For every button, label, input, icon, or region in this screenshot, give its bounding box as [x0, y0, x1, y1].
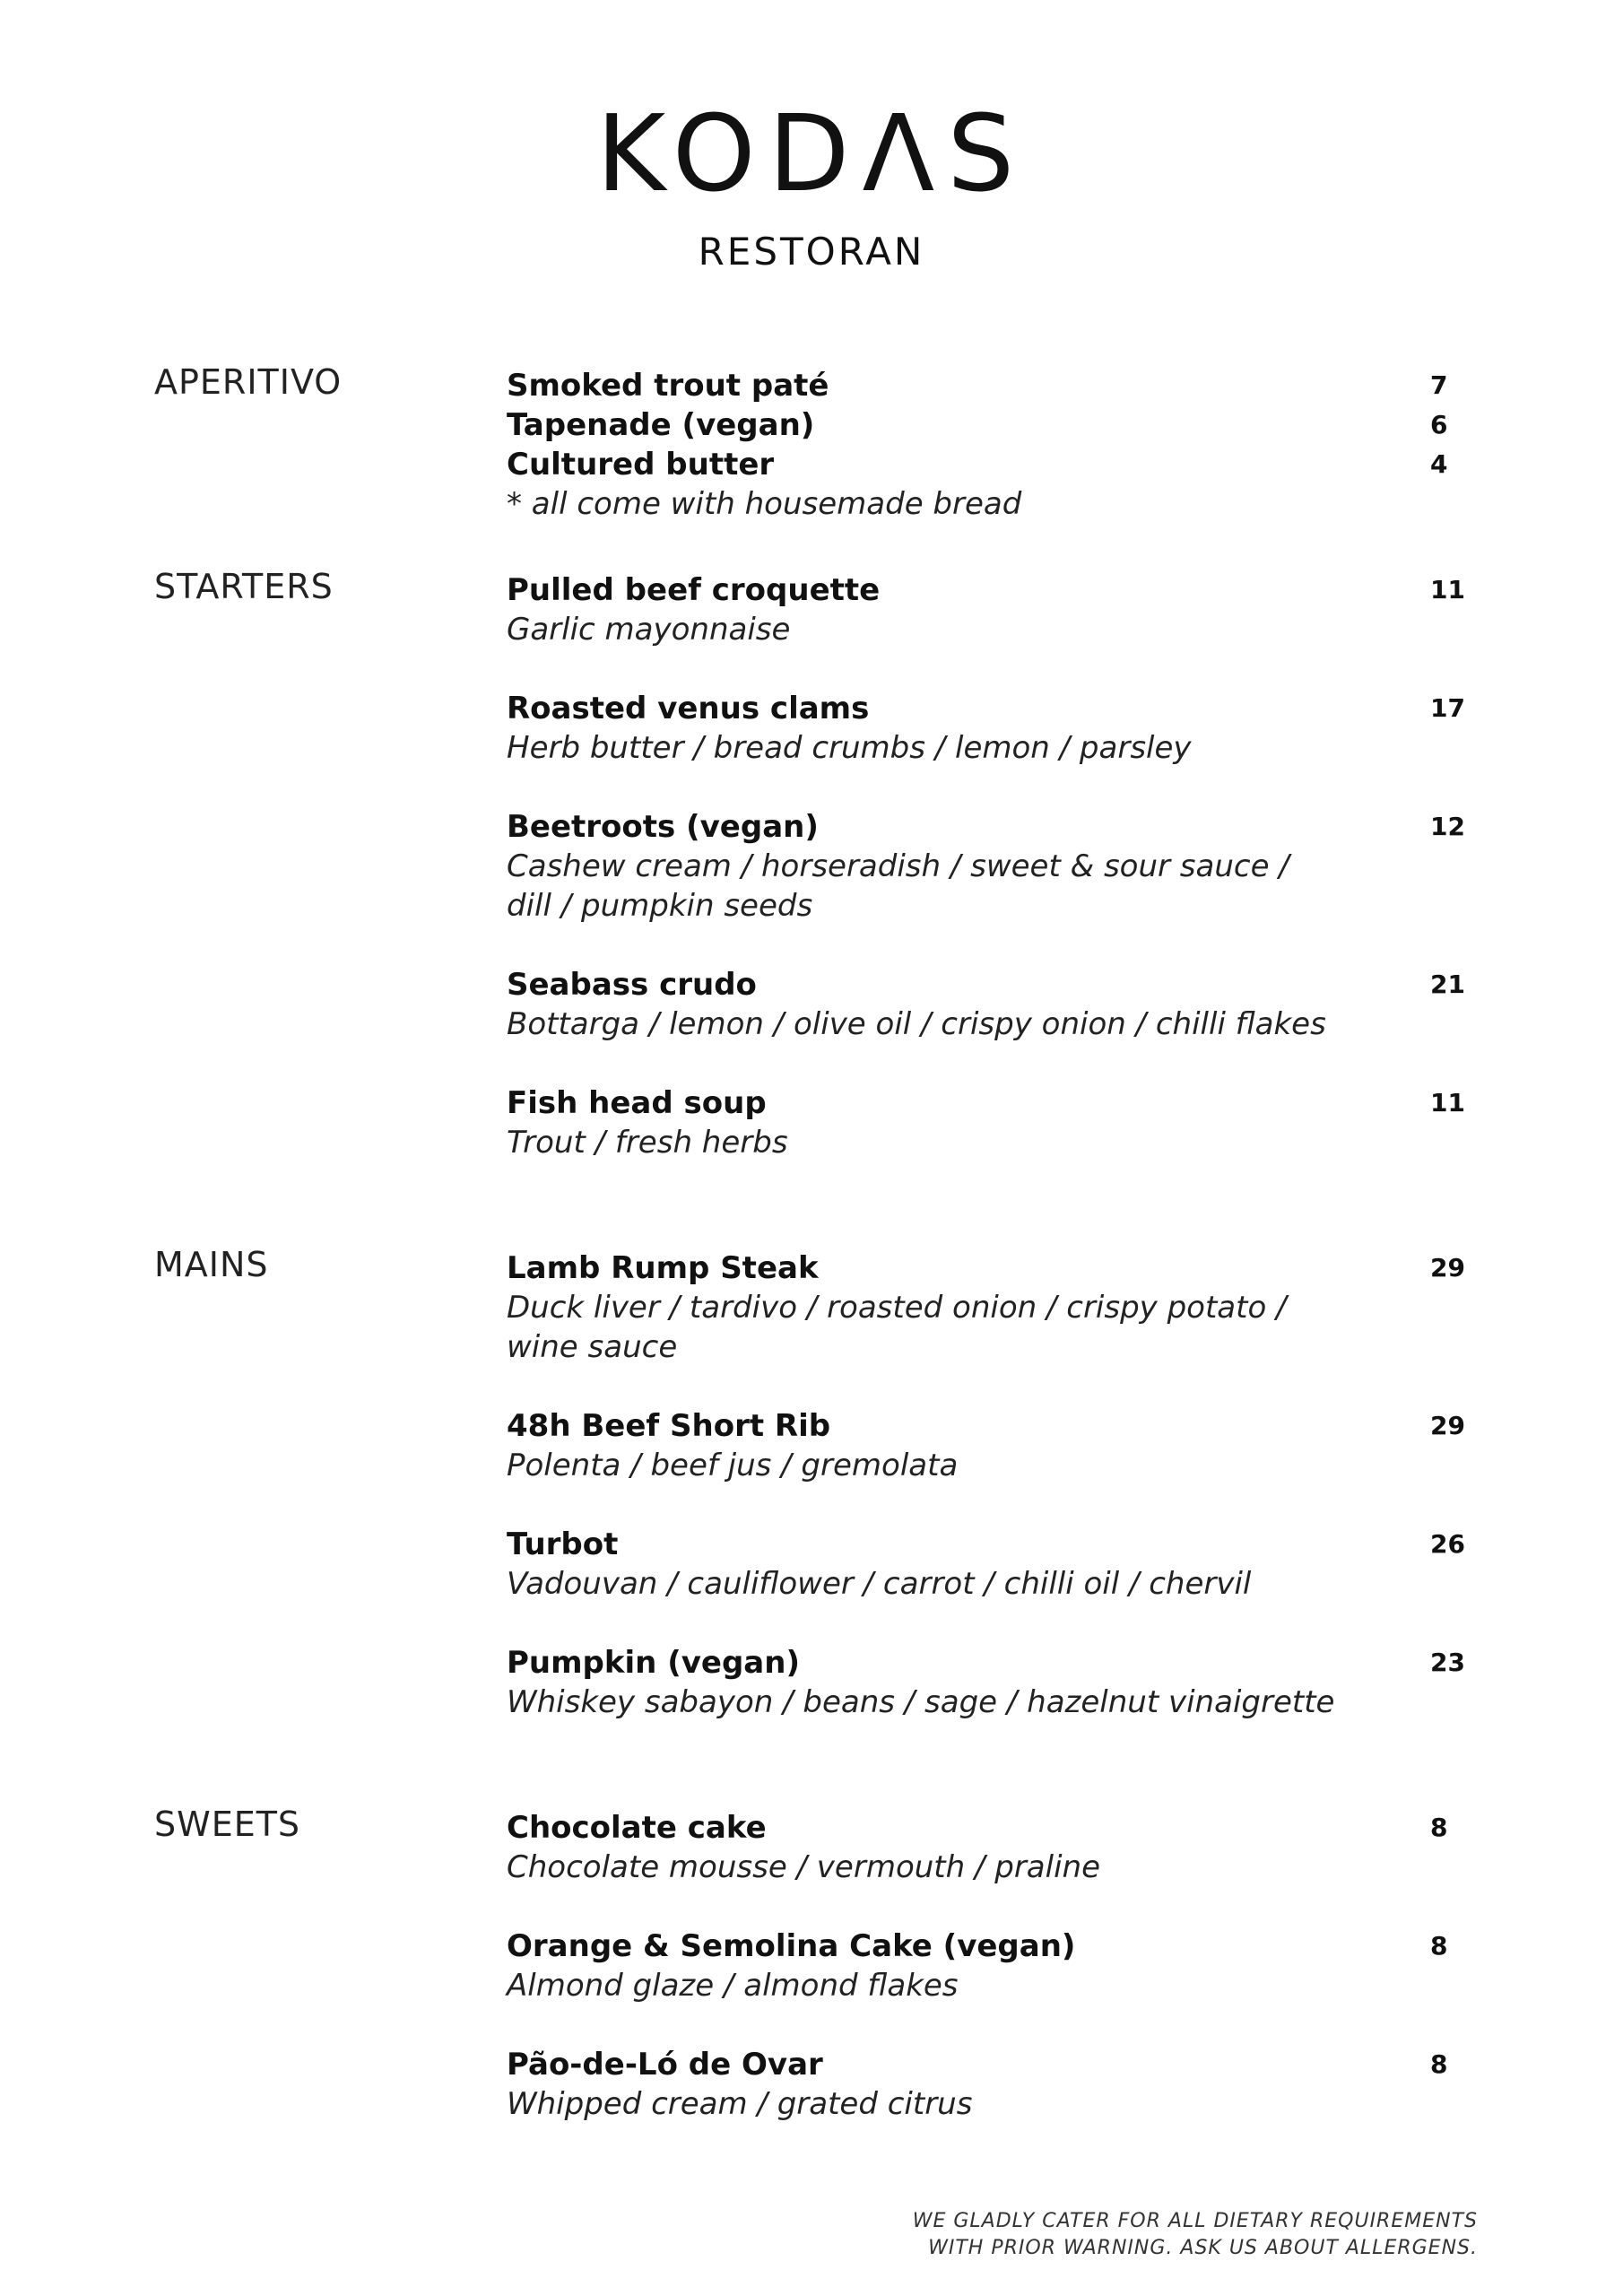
item-description: Whiskey sabayon / beans / sage / hazelnut vinaigrette — [507, 1684, 1335, 1720]
allergen-notice — [913, 2208, 1478, 2262]
section-label-starters: STARTERS — [154, 567, 334, 606]
item-description: Cashew cream / horseradish / sweet & sour sauce / — [507, 848, 1289, 884]
item-price: 6 — [1430, 410, 1448, 439]
item-name: Orange & Semolina Cake (vegan) — [507, 1928, 1076, 1964]
restaurant-header — [0, 91, 1623, 274]
menu-item — [507, 2045, 1475, 2124]
menu-item — [507, 1406, 1475, 1485]
item-description: Chocolate mousse / vermouth / praline — [507, 1849, 1101, 1885]
item-price: 17 — [1430, 693, 1465, 723]
item-description: Duck liver / tardivo / roasted onion / crispy potato / — [507, 1290, 1287, 1326]
item-description-continued: wine sauce — [507, 1329, 678, 1365]
item-name: Chocolate cake — [507, 1810, 767, 1846]
item-description: Almond glaze / almond flakes — [507, 1968, 959, 2004]
item-price: 8 — [1430, 1813, 1448, 1842]
item-price: 11 — [1430, 575, 1465, 604]
item-price: 29 — [1430, 1253, 1465, 1283]
item-name: Lamb Rump Steak — [507, 1250, 819, 1286]
item-name: Turbot — [507, 1526, 619, 1562]
item-price: 11 — [1430, 1088, 1465, 1118]
item-name: Pão-de-Ló de Ovar — [507, 2047, 823, 2083]
menu-item — [507, 689, 1475, 768]
allergen-notice-line-2: WITH PRIOR WARNING. ASK US ABOUT ALLERGENS. — [928, 2237, 1478, 2259]
section-label-aperitivo: APERITIVO — [154, 362, 343, 402]
item-description: Herb butter / bread crumbs / lemon / parsley — [507, 730, 1192, 766]
menu-item — [507, 445, 1475, 484]
item-name: Beetroots (vegan) — [507, 809, 819, 845]
item-price: 23 — [1430, 1648, 1465, 1677]
item-note: * all come with housemade bread — [507, 486, 1022, 522]
item-name: Pulled beef croquette — [507, 572, 881, 608]
item-description: Polenta / beef jus / gremolata — [507, 1448, 959, 1483]
item-name: 48h Beef Short Rib — [507, 1408, 831, 1444]
item-price: 26 — [1430, 1529, 1465, 1559]
menu-item — [507, 965, 1475, 1044]
menu-item — [507, 807, 1475, 926]
menu-item — [507, 1083, 1475, 1162]
item-name: Tapenade (vegan) — [507, 407, 815, 443]
menu-item — [507, 1808, 1475, 1887]
item-price: 8 — [1430, 1931, 1448, 1961]
menu-item — [507, 405, 1475, 445]
item-name: Pumpkin (vegan) — [507, 1645, 800, 1681]
item-price: 21 — [1430, 970, 1465, 999]
item-price: 12 — [1430, 812, 1465, 841]
menu-item — [507, 1525, 1475, 1604]
item-description: Garlic mayonnaise — [507, 612, 791, 648]
item-description: Vadouvan / cauliflower / carrot / chilli oil / chervil — [507, 1566, 1252, 1602]
item-name: Fish head soup — [507, 1085, 767, 1121]
restaurant-subtitle: RESTORAN — [698, 230, 925, 274]
item-description: Trout / fresh herbs — [507, 1125, 788, 1161]
item-name: Smoked trout paté — [507, 368, 829, 404]
restaurant-logo: KODΛS — [595, 91, 1028, 215]
item-name: Cultured butter — [507, 447, 775, 483]
item-price: 29 — [1430, 1411, 1465, 1440]
item-description: Whipped cream / grated citrus — [507, 2086, 973, 2122]
item-price: 7 — [1430, 370, 1448, 400]
aperitivo-note — [507, 484, 1475, 524]
item-description-continued: dill / pumpkin seeds — [507, 888, 813, 924]
item-price: 8 — [1430, 2049, 1448, 2079]
menu-item — [507, 1248, 1475, 1367]
menu-item — [507, 366, 1475, 405]
item-name: Seabass crudo — [507, 967, 757, 1003]
menu-item — [507, 570, 1475, 649]
section-label-mains: MAINS — [154, 1245, 269, 1284]
item-description: Bottarga / lemon / olive oil / crispy onion / chilli flakes — [507, 1006, 1326, 1042]
item-name: Roasted venus clams — [507, 691, 870, 726]
item-price: 4 — [1430, 449, 1448, 479]
allergen-notice-line-1: WE GLADLY CATER FOR ALL DIETARY REQUIREMENTS — [912, 2210, 1478, 2232]
section-label-sweets: SWEETS — [154, 1805, 301, 1844]
menu-item — [507, 1926, 1475, 2005]
menu-item — [507, 1643, 1475, 1722]
